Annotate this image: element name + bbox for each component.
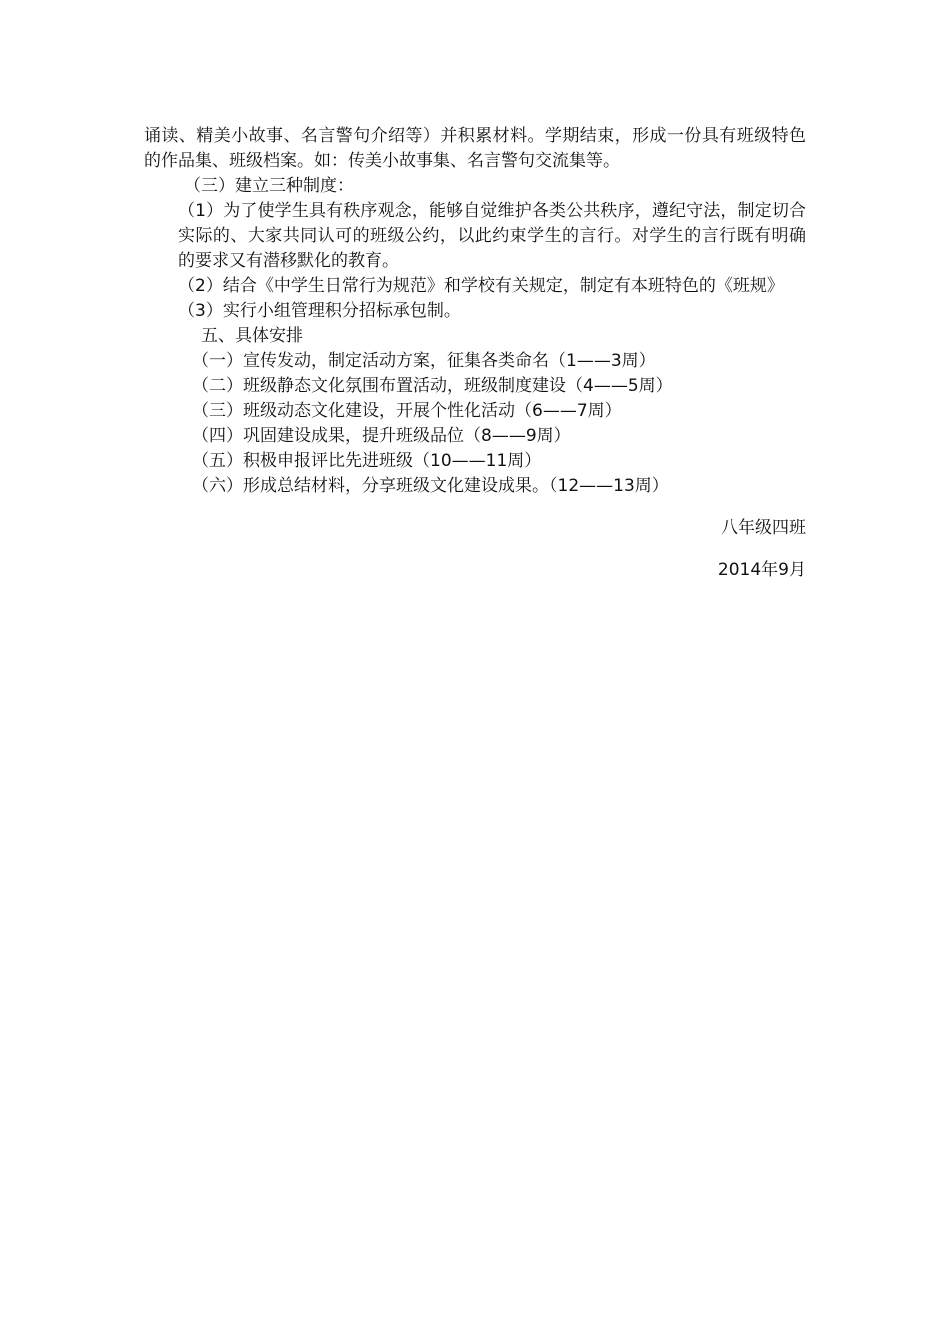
rule-three-paragraph: （3）实行小组管理积分招标承包制。	[178, 301, 461, 321]
rule-one-paragraph: （1）为了使学生具有秩序观念，能够自觉维护各类公共秩序，遵纪守法，制定切合实际的、大家共同认可的班级公约，以此约束学生的言行。对学生的言行既有明确的要求又有潜移默化的教育。	[178, 201, 806, 271]
section-three-heading: （三）建立三种制度：	[184, 176, 354, 196]
schedule-item: （六）形成总结材料，分享班级文化建设成果。（12——13周）	[192, 476, 669, 496]
schedule-item: （一）宣传发动，制定活动方案，征集各类命名（1——3周）	[192, 351, 656, 371]
signature-date: 2014年9月	[717, 560, 806, 580]
schedule-item: （四）巩固建设成果，提升班级品位（8——9周）	[192, 426, 571, 446]
rule-two-paragraph: （2）结合《中学生日常行为规范》和学校有关规定，制定有本班特色的《班规》	[178, 276, 784, 296]
intro-paragraph: 诵读、精美小故事、名言警句介绍等）并积累材料。学期结束，形成一份具有班级特色的作品集、班级档案。如：传美小故事集、名言警句交流集等。	[144, 126, 806, 171]
document-body	[144, 124, 806, 600]
section-five-heading: 五、具体安排	[201, 326, 303, 346]
schedule-item: （二）班级静态文化氛围布置活动，班级制度建设（4——5周）	[192, 376, 673, 396]
schedule-item: （三）班级动态文化建设，开展个性化活动（6——7周）	[192, 401, 622, 421]
signature-class: 八年级四班	[721, 518, 806, 538]
schedule-item: （五）积极申报评比先进班级（10——11周）	[192, 451, 542, 471]
